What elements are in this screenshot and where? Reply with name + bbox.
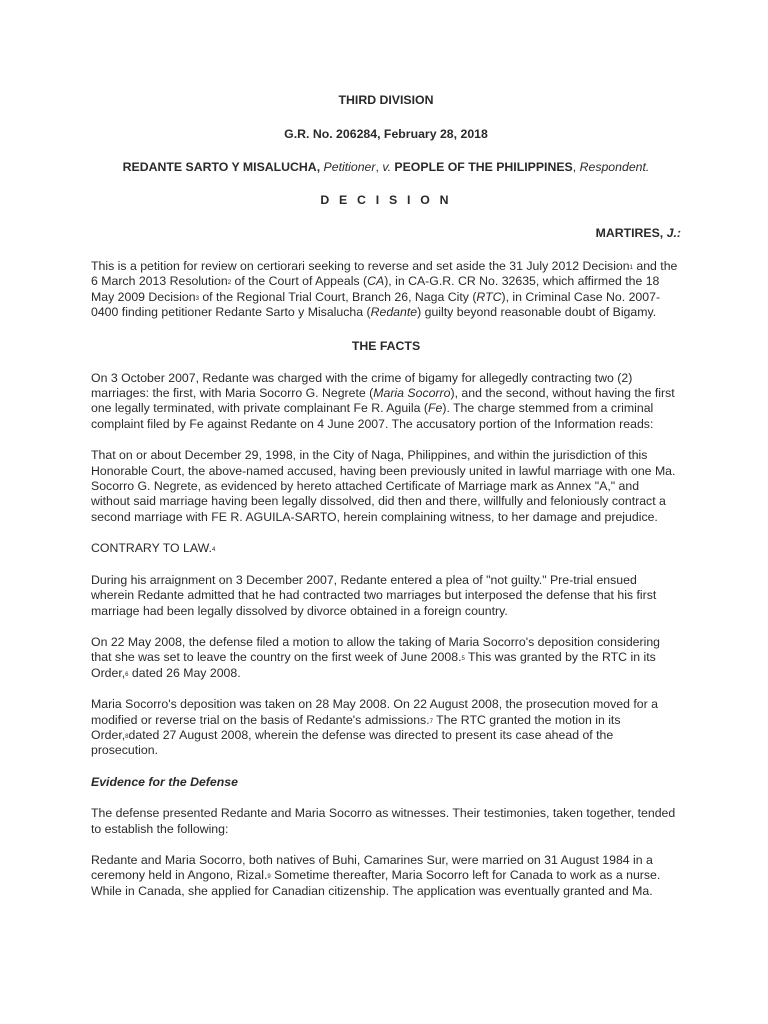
paragraph-witnesses: The defense presented Redante and Maria Socorro as witnesses. Their testimonies, taken together, tended to establish the following: bbox=[91, 806, 676, 836]
text-run: The RTC granted the motion in its Order, bbox=[91, 712, 621, 742]
text-run: and the 6 March 2013 Resolution bbox=[91, 259, 678, 289]
evidence-heading: Evidence for the Defense bbox=[91, 774, 238, 789]
text-run: Sometime thereafter, Maria Socorro left for Canada to work as a nurse. While in Canada, she applied for Canadian citizenship. The application was eventually granted and Ma. bbox=[91, 868, 661, 898]
text-run: On 3 October 2007, Redante was charged with the crime of bigamy for allegedly contracting two (2) marriages: the first, with Maria Socorro G. Negrete ( bbox=[91, 370, 633, 401]
text-run: CONTRARY TO LAW. bbox=[91, 541, 212, 556]
division-heading: THIRD DIVISION bbox=[338, 93, 434, 107]
text-run: CA bbox=[367, 274, 385, 289]
text-run: This was granted by the RTC in its Order, bbox=[91, 650, 656, 680]
text-run: of the Court of Appeals ( bbox=[231, 274, 368, 289]
text-run: of the Regional Trial Court, Branch 26, Naga City ( bbox=[198, 289, 477, 304]
text-run: This is a petition for review on certiorari seeking to reverse and set aside the 31 July 2012 Decision bbox=[91, 259, 630, 273]
case-parties: REDANTE SARTO Y MISALUCHA, Petitioner, v. PEOPLE OF THE PHILIPPINES, Respondent. bbox=[122, 160, 650, 174]
paragraph-marriage bbox=[91, 853, 681, 899]
footnote-ref[interactable]: 8 bbox=[125, 733, 129, 740]
footnote-ref[interactable]: 5 bbox=[461, 656, 465, 663]
text-run: Maria Socorro bbox=[373, 386, 451, 401]
footnote-ref[interactable]: 2 bbox=[227, 280, 232, 287]
footnote-ref[interactable]: 6 bbox=[125, 671, 129, 678]
petitioner-role: Petitioner bbox=[323, 160, 376, 174]
text-run: On 22 May 2008, the defense filed a motion to allow the taking of Maria Socorro's deposition considering that she was set to leave the country on the first week of June 2008. bbox=[91, 634, 661, 665]
petitioner-name: REDANTE SARTO Y MISALUCHA, bbox=[122, 160, 321, 174]
text-run: ), in Criminal Case No. 2007-0400 finding petitioner Redante Sarto y Misalucha ( bbox=[91, 289, 661, 320]
footnote-ref[interactable]: 3 bbox=[195, 295, 199, 302]
text-run: ), in CA-G.R. CR No. 32635, which affirmed the 18 May 2009 Decision bbox=[91, 274, 660, 304]
facts-heading: THE FACTS bbox=[351, 338, 421, 353]
paragraph-reverse-trial bbox=[91, 697, 681, 759]
paragraph-charge bbox=[91, 371, 681, 433]
text-run: ). The charge stemmed from a criminal complaint filed by Fe against Redante on 4 June 2007. The accusatory portion of the Information reads: bbox=[91, 401, 654, 431]
footnote-ref[interactable]: 9 bbox=[267, 874, 271, 881]
case-number: G.R. No. 206284, February 28, 2018 bbox=[284, 127, 488, 141]
versus-text: v. bbox=[382, 160, 391, 174]
paragraph-deposition-motion bbox=[91, 635, 681, 681]
footnote-ref[interactable]: 1 bbox=[629, 265, 633, 271]
text-run: dated 27 August 2008, wherein the defense was directed to present its case ahead of the prosecution. bbox=[91, 727, 614, 758]
paragraph-arraignment: During his arraignment on 3 December 2007, Redante entered a plea of "not guilty." Pre-trial ensued wherein Redante admitted that he had contracted two marriages but interposed the defense that his first marriage had been legally dissolved by divorce obtained in a foreign country. bbox=[91, 572, 657, 618]
ponente bbox=[91, 225, 681, 241]
ponente-suffix: J.: bbox=[666, 226, 681, 240]
paragraph-petition bbox=[91, 259, 681, 321]
respondent-name: PEOPLE OF THE PHILIPPINES bbox=[394, 160, 573, 174]
text-run: Redante bbox=[370, 305, 418, 320]
decision-document bbox=[91, 92, 681, 899]
paragraph-contrary bbox=[91, 541, 681, 556]
ponente-name: MARTIRES, bbox=[595, 226, 664, 240]
text-run: RTC bbox=[476, 289, 502, 304]
text-run: Maria Socorro's deposition was taken on 28 May 2008. On 22 August 2008, the prosecution moved for a modified or reverse trial on the basis of Redante's admissions. bbox=[91, 697, 658, 727]
decision-heading: D E C I S I O N bbox=[320, 193, 452, 207]
respondent-role: Respondent. bbox=[579, 160, 650, 174]
footnote-ref[interactable]: 4 bbox=[211, 547, 216, 554]
text-run: ), and the second, without having the first one legally terminated, with private complainant Fe R. Aguila ( bbox=[91, 386, 675, 416]
paragraph-information: That on or about December 29, 1998, in the City of Naga, Philippines, and within the jurisdiction of this Honorable Court, the above-named accused, having been previously united in lawful marriage with one Ma. Socorro G. Negrete, as evidenced by hereto attached Certificate of Marriage mark as Annex "A," and without said marriage having been legally dissolved, did then and there, willfully and feloniously contract a second marriage with FE R. AGUILA-SARTO, herein complaining witness, to her damage and prejudice. bbox=[91, 448, 676, 524]
text-run: Redante and Maria Socorro, both natives of Buhi, Camarines Sur, were married on 31 August 1984 in a ceremony held in Angono, Rizal. bbox=[91, 852, 653, 883]
text-run: dated 26 May 2008. bbox=[128, 665, 241, 680]
text-run: Fe bbox=[427, 401, 443, 416]
text-run: ) guilty beyond reasonable doubt of Bigamy. bbox=[417, 305, 657, 320]
footnote-ref[interactable]: 7 bbox=[429, 718, 433, 725]
